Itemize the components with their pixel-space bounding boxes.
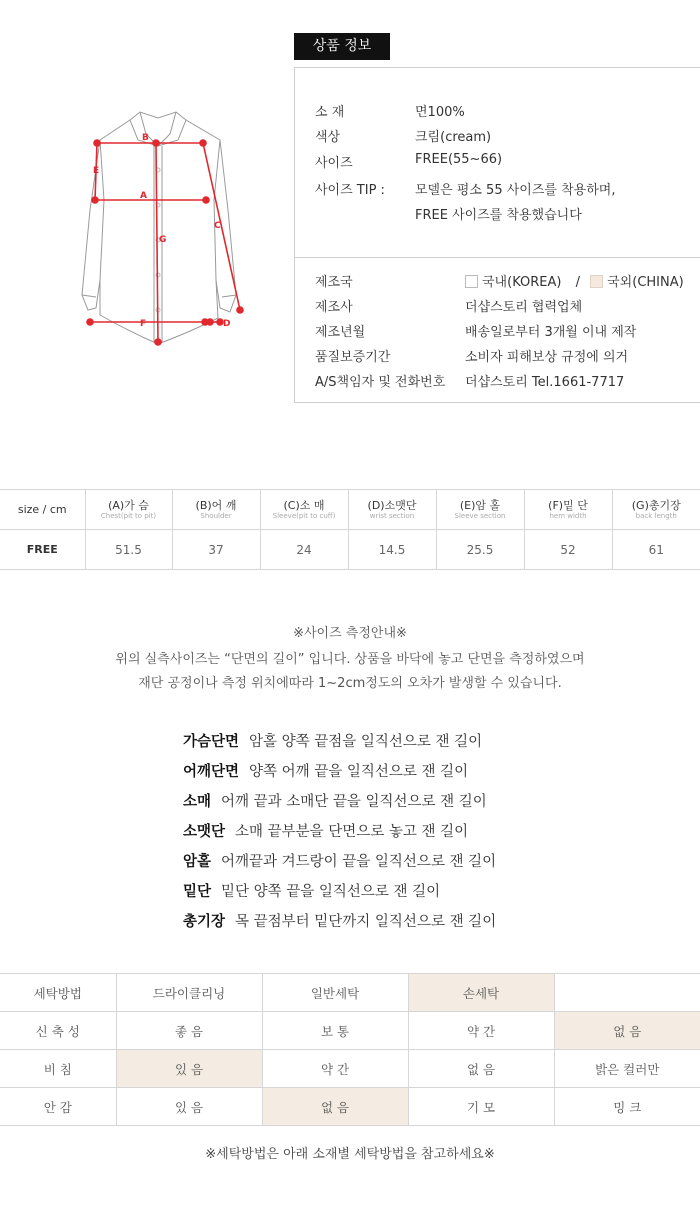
checkbox-korea (465, 275, 478, 288)
size-col-shoulder: (B)어 깨 Shoulder (172, 490, 260, 530)
size-table-row (0, 530, 700, 570)
measure-point (92, 197, 98, 203)
wash-cell: 보 통 (262, 1012, 408, 1050)
label-g: G (159, 235, 167, 245)
size-value: 37 (172, 530, 260, 570)
wash-cell: 일반세탁 (262, 974, 408, 1012)
wash-cell: 밝은 컬러만 (554, 1050, 700, 1088)
measure-point (94, 140, 100, 146)
origin-china: 국외(CHINA) (607, 275, 684, 290)
size-table-header (0, 490, 700, 530)
mfg-key: 제조사 (315, 300, 353, 315)
wash-row-label: 신 축 성 (0, 1012, 116, 1050)
spec-value: 면100% (415, 105, 465, 120)
fabric-info-table (0, 973, 700, 1126)
product-info-title: 상품 정보 (294, 33, 390, 60)
mfg-value: 소비자 피해보상 규정에 의거 (465, 350, 629, 365)
size-col-length: (G)총기장 back length (612, 490, 700, 530)
measure-line-g (156, 143, 158, 342)
label-c: C (214, 221, 221, 231)
measure-point (237, 307, 243, 313)
mfg-key: A/S책임자 및 전화번호 (315, 375, 446, 390)
mfg-value: 더샵스토리 협력업체 (465, 300, 583, 315)
checkbox-china (590, 275, 603, 288)
wash-cell: 드라이클리닝 (116, 974, 262, 1012)
spec-section (295, 68, 700, 258)
spec-key: 색상 (315, 130, 341, 145)
definition-item: 소맷단 소매 끝부분을 단면으로 놓고 잰 길이 (183, 824, 469, 840)
measure-point (200, 140, 206, 146)
wash-row-label: 세탁방법 (0, 974, 116, 1012)
definition-item: 밑단 밑단 양쪽 끝을 일직선으로 잰 길이 (183, 884, 441, 900)
origin-separator: / (575, 275, 580, 290)
spec-value: FREE 사이즈를 착용했습니다 (415, 208, 582, 223)
product-info-box (294, 67, 700, 403)
shirt-measurement-diagram (60, 100, 270, 370)
origin-options (465, 271, 684, 290)
wash-row (0, 974, 700, 1012)
measure-line-c (203, 143, 240, 310)
size-col-sleeve: (C)소 매 Sleeve(pit to cuff) (260, 490, 348, 530)
mfg-value: 배송일로부터 3개월 이내 제작 (465, 325, 637, 340)
wash-footnote: ※세탁방법은 아래 소재별 세탁방법을 참고하세요※ (205, 1147, 495, 1162)
spec-key: 소 재 (315, 105, 345, 120)
size-col-chest: (A)가 슴 Chest(pit to pit) (85, 490, 172, 530)
label-a: A (140, 191, 147, 201)
definition-item: 어깨단면 양쪽 어깨 끝을 일직선으로 잰 길이 (183, 764, 469, 780)
origin-korea: 국내(KOREA) (482, 275, 562, 290)
notice-title: ※사이즈 측정안내※ (293, 626, 407, 641)
notice-line-1: 위의 실측사이즈는 “단면의 길이” 입니다. 상품을 바닥에 놓고 단면을 측정하였으며 (115, 652, 585, 667)
spec-key: 사이즈 (315, 156, 353, 171)
measure-point (203, 197, 209, 203)
definition-item: 소매 어깨 끝과 소매단 끝을 일직선으로 잰 길이 (183, 794, 487, 810)
size-value: 24 (260, 530, 348, 570)
wash-row-label: 비 침 (0, 1050, 116, 1088)
size-table (0, 489, 700, 570)
spec-key: 사이즈 TIP : (315, 183, 385, 198)
definition-item: 가슴단면 암홀 양쪽 끝점을 일직선으로 잰 길이 (183, 734, 483, 750)
mfg-key: 제조국 (315, 275, 353, 290)
wash-cell: 없 음 (408, 1050, 554, 1088)
wash-cell (554, 974, 700, 1012)
mfg-key: 품질보증기간 (315, 350, 391, 365)
size-value: 14.5 (348, 530, 436, 570)
size-col-armhole: (E)암 홀 Sleeve section (436, 490, 524, 530)
wash-cell: 밍 크 (554, 1088, 700, 1126)
wash-cell: 좋 음 (116, 1012, 262, 1050)
mfg-key: 제조년월 (315, 325, 366, 340)
measure-point (207, 319, 213, 325)
size-value: 25.5 (436, 530, 524, 570)
spec-value: FREE(55~66) (415, 152, 503, 167)
wash-cell-selected: 없 음 (554, 1012, 700, 1050)
size-col-hem: (F)밑 단 hem width (524, 490, 612, 530)
stretch-row (0, 1012, 700, 1050)
size-value: 51.5 (85, 530, 172, 570)
wash-cell: 약 간 (408, 1012, 554, 1050)
lining-row (0, 1088, 700, 1126)
label-f: F (140, 319, 147, 329)
wash-row-label: 안 감 (0, 1088, 116, 1126)
label-d: D (223, 319, 231, 329)
measure-point (153, 140, 159, 146)
size-col-wrist: (D)소맷단 wrist section (348, 490, 436, 530)
definition-item: 총기장 목 끝점부터 밑단까지 일직선으로 잰 길이 (183, 914, 497, 930)
measure-point (155, 339, 161, 345)
spec-value: 모델은 평소 55 사이즈를 착용하며, (415, 183, 616, 198)
wash-cell: 있 음 (116, 1088, 262, 1126)
measure-point (87, 319, 93, 325)
mfg-value: 더샵스토리 Tel.1661-7717 (465, 375, 625, 390)
size-row-label: FREE (0, 530, 85, 570)
size-value: 52 (524, 530, 612, 570)
size-value: 61 (612, 530, 700, 570)
shirt-outline (82, 112, 236, 344)
label-e: E (93, 166, 100, 176)
wash-cell-selected: 손세탁 (408, 974, 554, 1012)
spec-value: 크림(cream) (415, 130, 492, 145)
size-table-corner: size / cm (0, 490, 85, 530)
sheer-row (0, 1050, 700, 1088)
wash-cell: 약 간 (262, 1050, 408, 1088)
notice-line-2: 재단 공정이나 측정 위치에따라 1~2cm정도의 오차가 발생할 수 있습니다. (138, 676, 562, 691)
wash-cell: 기 모 (408, 1088, 554, 1126)
wash-cell-selected: 없 음 (262, 1088, 408, 1126)
label-b: B (142, 133, 149, 143)
wash-cell-selected: 있 음 (116, 1050, 262, 1088)
definition-item: 암홀 어깨끝과 겨드랑이 끝을 일직선으로 잰 길이 (183, 854, 497, 870)
